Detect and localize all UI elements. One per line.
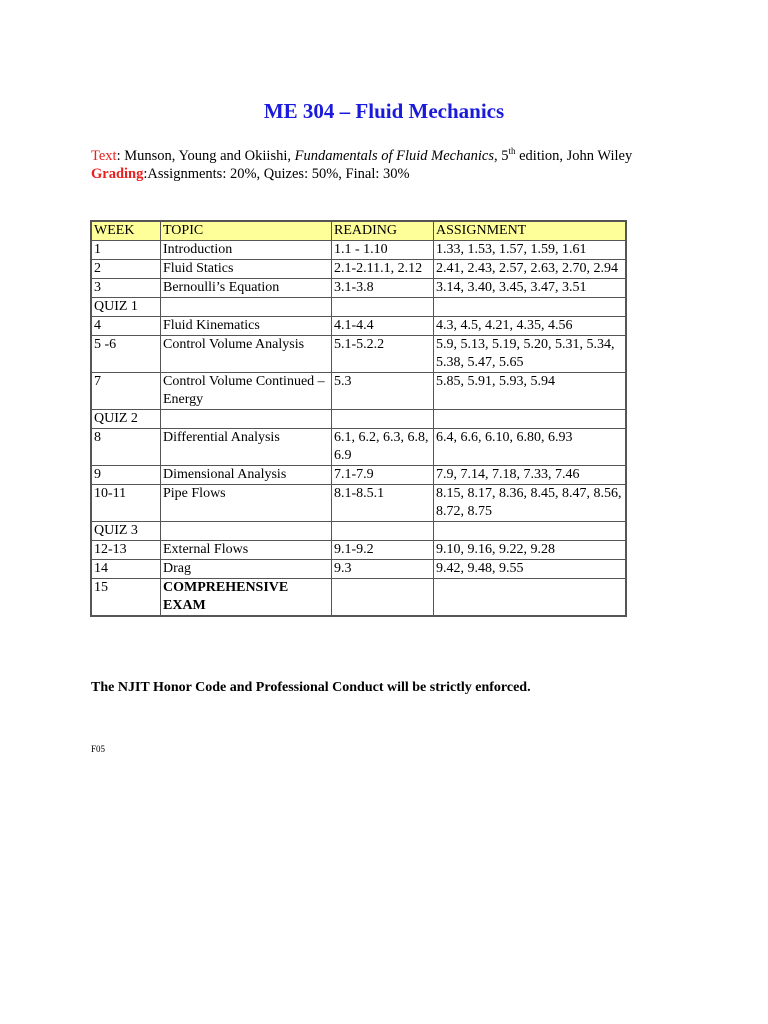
cell-reading: 3.1-3.8 (332, 279, 434, 298)
cell-week: QUIZ 2 (92, 410, 161, 429)
cell-week: 9 (92, 466, 161, 485)
cell-topic: Dimensional Analysis (161, 466, 332, 485)
cell-assignment: 1.33, 1.53, 1.57, 1.59, 1.61 (434, 241, 625, 260)
cell-topic: Differential Analysis (161, 429, 332, 466)
cell-assignment: 5.9, 5.13, 5.19, 5.20, 5.31, 5.34, 5.38, 5.47, 5.65 (434, 336, 625, 373)
table-row (92, 410, 625, 429)
cell-reading: 8.1-8.5.1 (332, 485, 434, 522)
table-row (92, 336, 625, 373)
cell-reading: 1.1 - 1.10 (332, 241, 434, 260)
table-row (92, 560, 625, 579)
cell-reading (332, 579, 434, 615)
course-schedule-table (90, 220, 627, 617)
table-row (92, 241, 625, 260)
cell-week: 10-11 (92, 485, 161, 522)
cell-reading: 6.1, 6.2, 6.3, 6.8, 6.9 (332, 429, 434, 466)
cell-reading (332, 410, 434, 429)
cell-assignment: 9.10, 9.16, 9.22, 9.28 (434, 541, 625, 560)
grading-line (91, 166, 410, 183)
cell-topic (161, 522, 332, 541)
cell-reading (332, 298, 434, 317)
cell-reading: 5.1-5.2.2 (332, 336, 434, 373)
cell-week: 12-13 (92, 541, 161, 560)
honor-code-note: The NJIT Honor Code and Professional Conduct will be strictly enforced. (91, 680, 531, 695)
table-row (92, 429, 625, 466)
table-row (92, 373, 625, 410)
textbook-line (91, 148, 632, 165)
cell-topic: COMPREHENSIVE EXAM (161, 579, 332, 615)
text-label: Text (91, 148, 117, 164)
cell-topic: External Flows (161, 541, 332, 560)
cell-assignment: 4.3, 4.5, 4.21, 4.35, 4.56 (434, 317, 625, 336)
cell-week: 2 (92, 260, 161, 279)
cell-assignment (434, 522, 625, 541)
cell-assignment: 3.14, 3.40, 3.45, 3.47, 3.51 (434, 279, 625, 298)
table-row (92, 541, 625, 560)
text-separator: : (116, 148, 125, 164)
cell-week: 4 (92, 317, 161, 336)
textbook-title: Fundamentals of Fluid Mechanics (294, 148, 494, 164)
cell-assignment: 5.85, 5.91, 5.93, 5.94 (434, 373, 625, 410)
cell-assignment: 7.9, 7.14, 7.18, 7.33, 7.46 (434, 466, 625, 485)
cell-week: QUIZ 1 (92, 298, 161, 317)
cell-topic: Control Volume Analysis (161, 336, 332, 373)
document-code: F05 (91, 744, 106, 754)
cell-reading: 2.1-2.11.1, 2.12 (332, 260, 434, 279)
table-row (92, 522, 625, 541)
textbook-publisher: edition, John Wiley (515, 148, 633, 164)
cell-week: 8 (92, 429, 161, 466)
table-row (92, 317, 625, 336)
cell-week: 7 (92, 373, 161, 410)
cell-reading: 9.1-9.2 (332, 541, 434, 560)
cell-reading: 5.3 (332, 373, 434, 410)
cell-topic: Drag (161, 560, 332, 579)
cell-topic: Control Volume Continued – Energy (161, 373, 332, 410)
table-row (92, 466, 625, 485)
grading-breakdown: :Assignments: 20%, Quizes: 50%, Final: 30% (143, 166, 410, 182)
cell-week: 3 (92, 279, 161, 298)
cell-topic: Pipe Flows (161, 485, 332, 522)
column-header-week: WEEK (92, 222, 161, 241)
cell-assignment (434, 410, 625, 429)
table-row (92, 279, 625, 298)
grading-label: Grading (91, 166, 144, 182)
cell-reading: 7.1-7.9 (332, 466, 434, 485)
cell-week: 5 -6 (92, 336, 161, 373)
cell-week: 15 (92, 579, 161, 615)
column-header-assignment: ASSIGNMENT (434, 222, 625, 241)
table-row (92, 298, 625, 317)
cell-assignment: 6.4, 6.6, 6.10, 6.80, 6.93 (434, 429, 625, 466)
textbook-edition-number: , 5 (493, 148, 509, 164)
cell-reading: 4.1-4.4 (332, 317, 434, 336)
cell-reading: 9.3 (332, 560, 434, 579)
cell-assignment: 2.41, 2.43, 2.57, 2.63, 2.70, 2.94 (434, 260, 625, 279)
cell-topic: Fluid Statics (161, 260, 332, 279)
table-row (92, 579, 625, 615)
column-header-reading: READING (332, 222, 434, 241)
cell-topic: Introduction (161, 241, 332, 260)
column-header-topic: TOPIC (161, 222, 332, 241)
cell-topic (161, 298, 332, 317)
cell-week: 1 (92, 241, 161, 260)
cell-reading (332, 522, 434, 541)
cell-topic (161, 410, 332, 429)
textbook-edition-suffix: th (508, 146, 516, 156)
table-row (92, 485, 625, 522)
cell-assignment: 9.42, 9.48, 9.55 (434, 560, 625, 579)
cell-assignment (434, 579, 625, 615)
page-title: ME 304 – Fluid Mechanics (263, 99, 505, 123)
cell-topic: Fluid Kinematics (161, 317, 332, 336)
textbook-authors: Munson, Young and Okiishi, (124, 148, 295, 164)
cell-week: QUIZ 3 (92, 522, 161, 541)
table-row (92, 260, 625, 279)
table-header-row (92, 222, 625, 241)
cell-week: 14 (92, 560, 161, 579)
cell-assignment (434, 298, 625, 317)
cell-topic: Bernoulli’s Equation (161, 279, 332, 298)
cell-assignment: 8.15, 8.17, 8.36, 8.45, 8.47, 8.56, 8.72, 8.75 (434, 485, 625, 522)
